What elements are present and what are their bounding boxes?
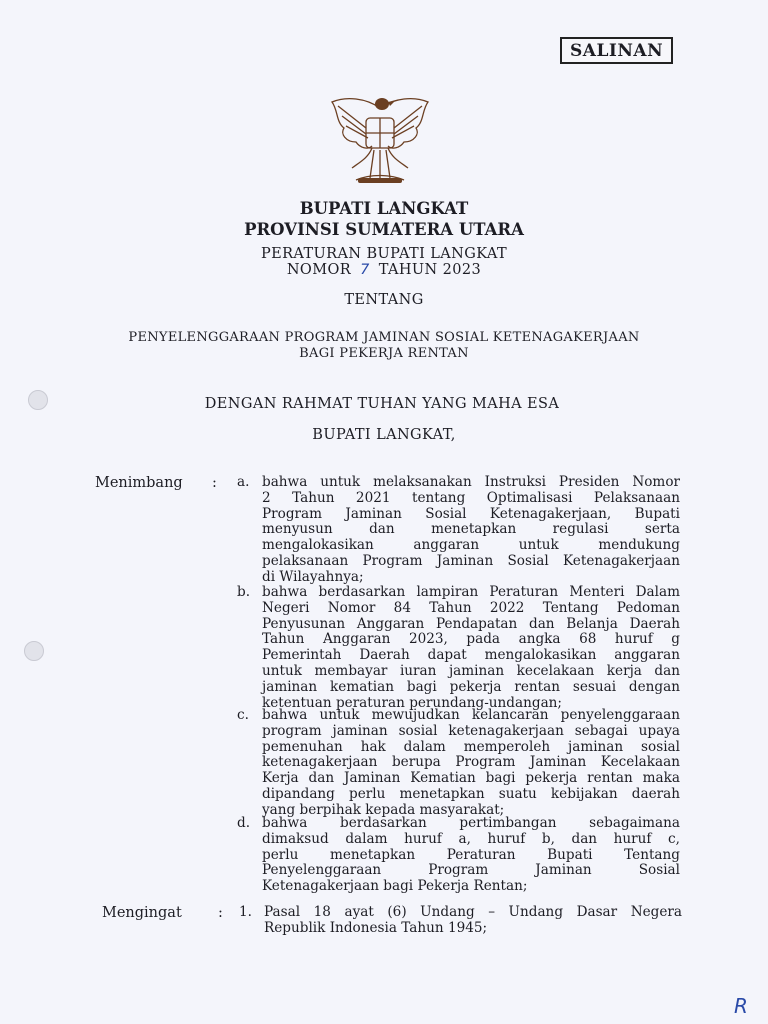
garuda-emblem-icon <box>326 88 434 188</box>
mengingat-label: Mengingat <box>102 905 182 921</box>
item-line: mengalokasikan anggaran untuk mendukung <box>262 537 680 554</box>
issuer-title: BUPATI LANGKAT <box>299 199 469 218</box>
item-line: bahwa berdasarkan lampiran Peraturan Menteri Dalam <box>262 584 680 600</box>
item-mark: d. <box>237 815 251 831</box>
item-mark: b. <box>237 584 251 600</box>
item-line: perlu menetapkan Peraturan Bupati Tentang <box>262 846 680 863</box>
subject-line-1: PENYELENGGARAAN PROGRAM JAMINAN SOSIAL KETENAGAKERJAAN <box>128 330 640 345</box>
item-line: Program Jaminan Sosial Ketenagakerjaan, Bupati <box>262 505 680 522</box>
initial-mark: R <box>734 994 748 1018</box>
bupati-heading: BUPATI LANGKAT, <box>312 427 456 443</box>
issuer-province: PROVINSI SUMATERA UTARA <box>244 220 524 239</box>
item-line: dimaksud dalam huruf a, huruf b, dan huruf c, <box>262 830 680 847</box>
tentang-heading: TENTANG <box>344 292 424 308</box>
subject-line-2: BAGI PEKERJA RENTAN <box>299 346 469 361</box>
menimbang-colon: : <box>212 475 217 491</box>
regulation-title: PERATURAN BUPATI LANGKAT <box>260 246 508 262</box>
rahmat-heading: DENGAN RAHMAT TUHAN YANG MAHA ESA <box>204 396 560 412</box>
item-line: bahwa berdasarkan pertimbangan sebagaimana <box>262 815 680 831</box>
item-line: pelaksanaan Program Jaminan Sosial Ketenagakerjaan <box>262 552 680 569</box>
salinan-stamp: SALINAN <box>560 37 673 64</box>
nomor-suffix: TAHUN 2023 <box>378 262 482 278</box>
item-line: untuk membayar iuran jaminan kecelakaan kerja dan <box>262 662 680 679</box>
item-mark: 1. <box>239 904 252 920</box>
item-line: bahwa untuk melaksanakan Instruksi Presiden Nomor <box>262 474 680 490</box>
item-line: jaminan kematian bagi pekerja rentan sesuai dengan <box>262 678 680 695</box>
menimbang-label: Menimbang <box>95 475 183 491</box>
item-line: bahwa untuk mewujudkan kelancaran penyelenggaraan <box>262 707 680 723</box>
item-line: ketentuan peraturan perundang-undangan; <box>262 694 563 711</box>
punch-hole <box>24 641 44 661</box>
nomor-value: 7 <box>360 262 370 278</box>
item-line: di Wilayahnya; <box>262 568 364 585</box>
item-mark: a. <box>237 474 250 490</box>
item-line: program jaminan sosial ketenagakerjaan sebagai upaya <box>262 722 680 739</box>
item-line: 2 Tahun 2021 tentang Optimalisasi Pelaksanaan <box>262 489 680 506</box>
regulation-number <box>0 262 768 278</box>
item-mark: c. <box>237 707 249 723</box>
item-line: dipandang perlu menetapkan suatu kebijakan daerah <box>262 785 680 802</box>
item-line: Pemerintah Daerah dapat mengalokasikan anggaran <box>262 647 680 664</box>
item-line: Ketenagakerjaan bagi Pekerja Rentan; <box>262 878 528 895</box>
item-line: Pasal 18 ayat (6) Undang – Undang Dasar Negera <box>264 904 682 920</box>
item-line: pemenuhan hak dalam memperoleh jaminan sosial <box>262 738 680 755</box>
item-line: ketenagakerjaan berupa Program Jaminan Kecelakaan <box>262 754 680 771</box>
item-line: Penyelenggaraan Program Jaminan Sosial <box>262 862 680 879</box>
item-line: Penyusunan Anggaran Pendapatan dan Belanja Daerah <box>262 615 680 632</box>
item-line: Republik Indonesia Tahun 1945; <box>264 919 488 936</box>
mengingat-colon: : <box>218 905 223 921</box>
item-line: menyusun dan menetapkan regulasi serta <box>262 521 680 538</box>
item-line: Tahun Anggaran 2023, pada angka 68 huruf g <box>262 631 680 648</box>
item-line: Kerja dan Jaminan Kematian bagi pekerja rentan maka <box>262 770 680 787</box>
nomor-prefix: NOMOR <box>286 262 352 278</box>
item-line: yang berpihak kepada masyarakat; <box>262 801 505 818</box>
item-line: Negeri Nomor 84 Tahun 2022 Tentang Pedoman <box>262 599 680 616</box>
